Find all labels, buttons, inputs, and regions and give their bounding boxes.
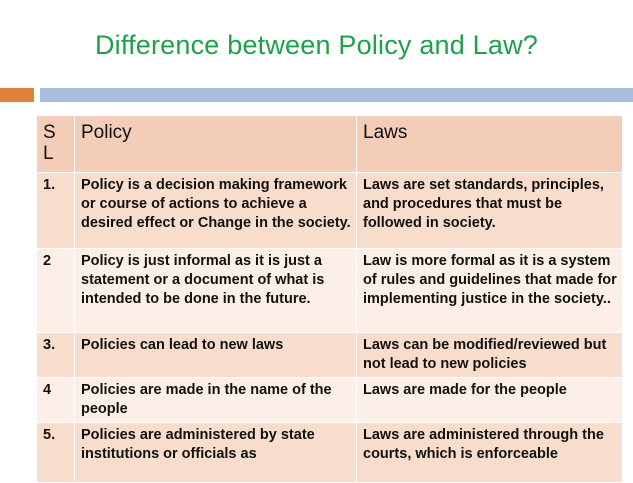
header-sl: S L xyxy=(37,116,75,173)
table-row xyxy=(37,333,623,378)
law-cell: Law is more formal as it is a system of rules and guidelines that made for implementing justice in the society.. xyxy=(357,249,623,333)
accent-bar-orange xyxy=(0,88,34,102)
table-row xyxy=(37,173,623,249)
row-number: 5. xyxy=(37,423,75,483)
accent-bar-blue xyxy=(40,88,633,102)
header-laws: Laws xyxy=(357,116,623,173)
policy-cell: Policies are administered by state institutions or officials as xyxy=(75,423,357,483)
slide-title: Difference between Policy and Law? xyxy=(94,30,539,60)
policy-cell: Policies can lead to new laws xyxy=(75,333,357,378)
law-cell: Laws are made for the people xyxy=(357,378,623,423)
law-cell: Laws are administered through the courts, which is enforceable xyxy=(357,423,623,483)
table-row xyxy=(37,249,623,333)
row-number: 2 xyxy=(37,249,75,333)
policy-cell: Policies are made in the name of the people xyxy=(75,378,357,423)
policy-cell: Policy is just informal as it is just a statement or a document of what is intended to be done in the future. xyxy=(75,249,357,333)
row-number: 4 xyxy=(37,378,75,423)
comparison-table xyxy=(36,115,623,483)
header-policy: Policy xyxy=(75,116,357,173)
table-row xyxy=(37,378,623,423)
table-row xyxy=(37,423,623,483)
law-cell: Laws can be modified/reviewed but not lead to new policies xyxy=(357,333,623,378)
table-header-row xyxy=(37,116,623,173)
row-number: 1. xyxy=(37,173,75,249)
row-number: 3. xyxy=(37,333,75,378)
law-cell: Laws are set standards, principles, and procedures that must be followed in society. xyxy=(357,173,623,249)
policy-cell: Policy is a decision making framework or course of actions to achieve a desired effect or Change in the society. xyxy=(75,173,357,249)
